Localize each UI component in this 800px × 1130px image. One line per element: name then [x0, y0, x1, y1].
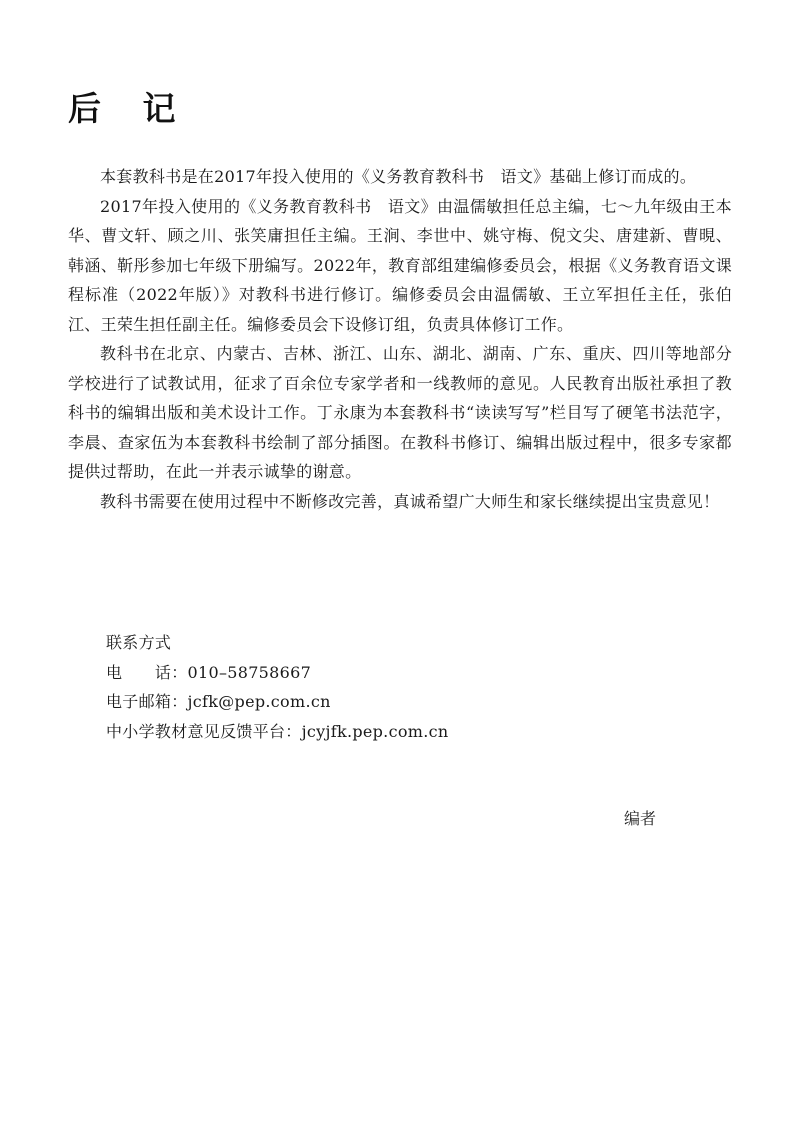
contact-feedback-platform: 中小学教材意见反馈平台：jcyjfk.pep.com.cn: [106, 721, 449, 741]
contact-phone: 电 话：010–58758667: [106, 662, 312, 682]
paragraph-2: 2017年投入使用的《义务教育教科书 语文》由温儒敏担任总主编，七～九年级由王本华、曹文轩、顾之川、张笑庸担任主编。王涧、李世中、姚守梅、倪文尖、唐建新、曹晛、韩涵、靳彤参加七年级下册编写。2022年，教育部组建编修委员会，根据《义务教育语文课程标准（2022年版）》对教科书进行修订。编修委员会由温儒敏、王立军担任主任，张伯江、王荣生担任副主任。编修委员会下设修订组，负责具体修订工作。: [68, 196, 732, 334]
body-text: [68, 162, 732, 516]
page-title: 后 记: [68, 89, 191, 128]
contact-email: 电子邮箱：jcfk@pep.com.cn: [106, 692, 331, 711]
signature: 编者: [624, 809, 657, 828]
contact-block: [106, 628, 448, 746]
paragraph-1: 本套教科书是在2017年投入使用的《义务教育教科书 语文》基础上修订而成的。: [100, 167, 697, 186]
paragraph-3: 教科书在北京、内蒙古、吉林、浙江、山东、湖北、湖南、广东、重庆、四川等地部分学校进行了试教试用，征求了百余位专家学者和一线教师的意见。人民教育出版社承担了教科书的编辑出版和美术设计工作。丁永康为本套教科书“读读写写”栏目写了硬笔书法范字，李晨、查家伍为本套教科书绘制了部分插图。在教科书修订、编辑出版过程中，很多专家都提供过帮助，在此一并表示诚挚的谢意。: [68, 344, 732, 481]
paragraph-4: 教科书需要在使用过程中不断修改完善，真诚希望广大师生和家长继续提出宝贵意见！: [100, 491, 720, 511]
contact-heading: 联系方式: [106, 633, 172, 652]
